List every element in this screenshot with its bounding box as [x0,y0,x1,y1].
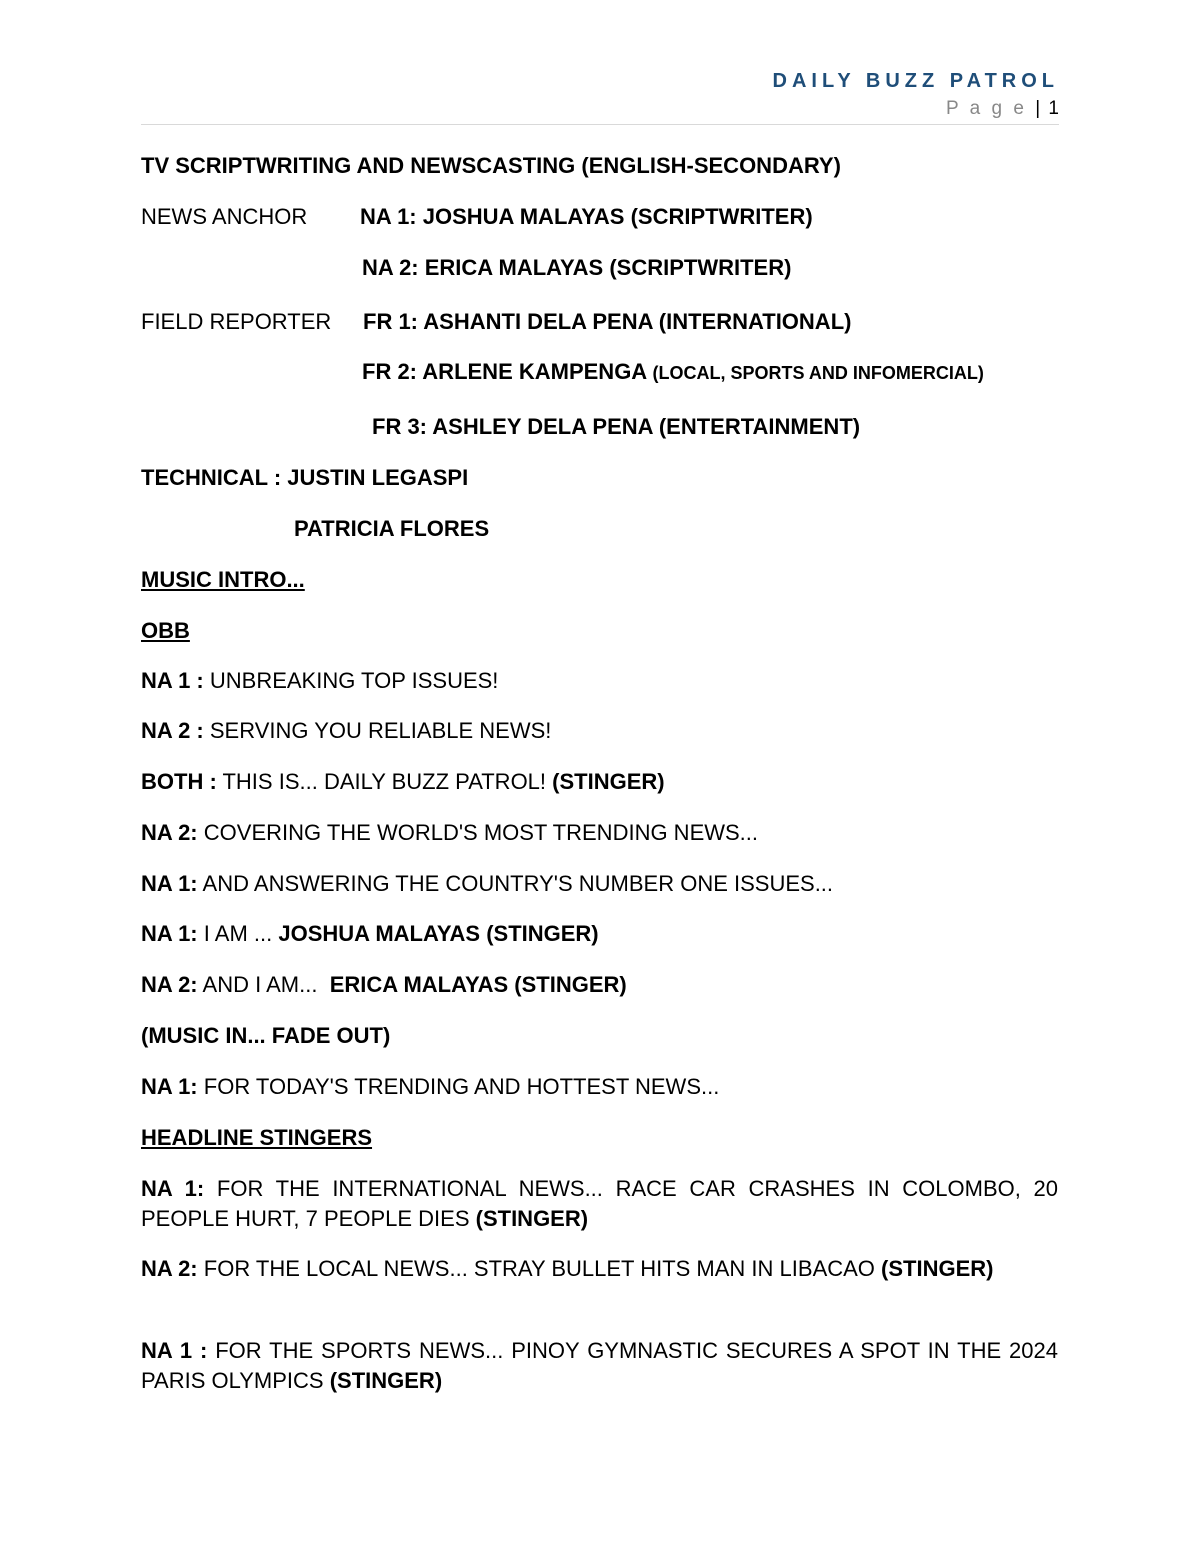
headline-text: FOR THE LOCAL NEWS... STRAY BULLET HITS MAN IN LIBACAO [203,1256,875,1281]
dialogue: UNBREAKING TOP ISSUES! [209,668,499,693]
script-line [141,1073,719,1101]
speaker: NA 2: [141,820,198,845]
technical-line [141,464,468,492]
speaker: NA 1: [141,1074,198,1099]
fr3-assignment: FR 3: ASHLEY DELA PENA (ENTERTAINMENT) [372,414,861,439]
fr1-assignment: FR 1: ASHANTI DELA PENA (INTERNATIONAL) [363,309,852,334]
fr2-name: FR 2: ARLENE KAMPENGA [362,359,647,384]
document-title: TV SCRIPTWRITING AND NEWSCASTING (ENGLISH-SECONDARY) [141,153,841,178]
na1-assignment: NA 1: JOSHUA MALAYAS (SCRIPTWRITER) [360,204,813,229]
script-line [141,870,833,898]
dialogue: AND ANSWERING THE COUNTRY'S NUMBER ONE ISSUES... [202,871,834,896]
script-line [141,768,665,796]
speaker: NA 1: [141,871,198,896]
headline-item [141,1254,1058,1284]
page-word: P a g e [946,98,1027,119]
speaker: NA 1: [141,921,198,946]
header-divider [141,124,1059,125]
dialogue: COVERING THE WORLD'S MOST TRENDING NEWS... [203,820,759,845]
page-number-label [946,98,1059,120]
script-line [141,819,758,847]
dialogue: FOR TODAY'S TRENDING AND HOTTEST NEWS... [203,1074,720,1099]
obb-heading: OBB [141,618,190,643]
technical-member-2: PATRICIA FLORES [294,516,490,541]
speaker: NA 2: [141,1256,198,1281]
dialogue-bold: JOSHUA MALAYAS (STINGER) [278,921,599,946]
speaker: NA 1 : [141,1338,208,1363]
fr2-assignment [362,358,984,387]
stinger-cue: (STINGER) [881,1256,994,1281]
speaker: NA 1: [141,1176,205,1201]
na2-assignment: NA 2: ERICA MALAYAS (SCRIPTWRITER) [362,255,792,280]
speaker: NA 1 : [141,668,204,693]
field-reporter-label: FIELD REPORTER [141,309,332,334]
script-line [141,667,498,695]
dialogue: AND I AM... [202,972,318,997]
music-intro-heading: MUSIC INTRO... [141,567,305,592]
headline-text: FOR THE SPORTS NEWS... PINOY GYMNASTIC SECURES A SPOT IN THE 2024 PARIS OLYMPICS [141,1338,1058,1393]
stinger-cue: (STINGER) [475,1206,589,1231]
dialogue: I AM ... [203,921,273,946]
music-fade-cue: (MUSIC IN... FADE OUT) [141,1023,391,1048]
speaker: NA 2 : [141,718,204,743]
speaker: BOTH : [141,769,217,794]
technical-member-1: JUSTIN LEGASPI [287,465,469,490]
stinger-cue: (STINGER) [552,769,665,794]
script-line [141,717,551,745]
fr2-note: (LOCAL, SPORTS AND INFOMERCIAL) [652,363,984,383]
dialogue-bold: ERICA MALAYAS (STINGER) [329,972,627,997]
dialogue: THIS IS... DAILY BUZZ PATROL! [222,769,547,794]
page-number: 1 [1048,98,1059,119]
news-anchor-label: NEWS ANCHOR [141,204,308,229]
dialogue: SERVING YOU RELIABLE NEWS! [209,718,552,743]
stinger-cue: (STINGER) [329,1368,443,1393]
technical-label: TECHNICAL : [141,465,282,490]
speaker: NA 2: [141,972,198,997]
headline-item [141,1336,1058,1396]
script-line [141,971,627,999]
header-title: DAILY BUZZ PATROL [772,70,1059,92]
headline-text: FOR THE INTERNATIONAL NEWS... RACE CAR CRASHES IN COLOMBO, 20 PEOPLE HURT, 7 PEOPLE DIES [141,1176,1058,1231]
headline-stingers-heading: HEADLINE STINGERS [141,1125,373,1150]
headline-item [141,1174,1058,1234]
page-separator: | [1035,98,1041,119]
script-line [141,920,599,948]
